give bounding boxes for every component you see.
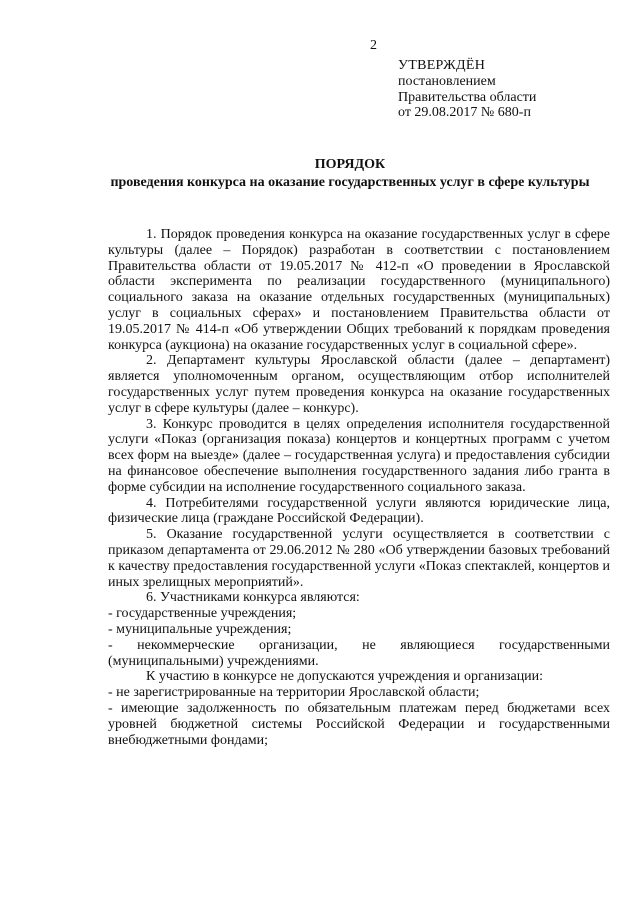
list-item: - государственные учреждения; (108, 606, 297, 622)
paragraph: 6. Участниками конкурса являются: (146, 590, 360, 606)
list-item: - муниципальные учреждения; (108, 621, 292, 637)
paragraph: 5. Оказание государственной услуги осуществляется в соответствии с приказом департамента от 29.06.2012 № 280 «Об утверждении базовых требований к качеству предоставления государственной услуги «Показ спектаклей, концертов и иных зрелищных мероприятий». (108, 527, 610, 590)
document-subtitle: проведения конкурса на оказание государственных услуг в сфере культуры (110, 174, 590, 190)
document-title: ПОРЯДОК (314, 157, 386, 172)
list-item: - не зарегистрированные на территории Ярославской области; (108, 685, 480, 701)
approval-line: Правительства области (398, 89, 537, 105)
approval-heading: УТВЕРЖДЁН (398, 58, 486, 73)
document-heading (100, 157, 600, 191)
paragraph: 2. Департамент культуры Ярославской области (далее – департамент) является уполномоченным органом, осуществляющим отбор исполнителей государственных услуг путем проведения конкурса на оказание государственных услуг в сфере культуры (далее – конкурс). (108, 353, 610, 416)
paragraph: К участию в конкурсе не допускаются учреждения и организации: (146, 669, 544, 685)
list-item: - некоммерческие организации, не являющиеся государственными (муниципальными) учреждениями. (108, 637, 610, 669)
list-item: - имеющие задолженность по обязательным платежам перед бюджетами всех уровней бюджетной системы Российской Федерации и государственными внебюджетными фондами; (108, 700, 610, 748)
document-body (108, 227, 610, 748)
page-number: 2 (370, 38, 377, 53)
approval-line: постановлением (398, 73, 496, 89)
paragraph: 1. Порядок проведения конкурса на оказание государственных услуг в сфере культуры (далее – Порядок) разработан в соответствии с постановлением Правительства области от 19.05.2017 № 412-п «О проведении в Ярославской области эксперимента по реализации государственного (муниципального) социального заказа на оказание отдельных государственных (муниципальных) услуг в социальных сферах» и постановлением Правительства области от 19.05.2017 № 414-п «Об утверждении Общих требований к порядкам проведения конкурса (аукциона) на оказание государственных услуг в социальной сфере». (108, 227, 610, 353)
approval-date-number: от 29.08.2017 № 680-п (398, 105, 531, 121)
paragraph: 4. Потребителями государственной услуги являются юридические лица, физические лица (граждане Российской Федерации). (108, 495, 610, 527)
paragraph: 3. Конкурс проводится в целях определения исполнителя государственной услуги «Показ (организация показа) концертов и концертных программ с учетом всех форм на выезде» (далее – государственная услуга) и предоставления субсидии на финансовое обеспечение выполнения государственного задания либо гранта в форме субсидии на исполнение государственного социального заказа. (108, 416, 610, 495)
approval-block (398, 58, 618, 121)
